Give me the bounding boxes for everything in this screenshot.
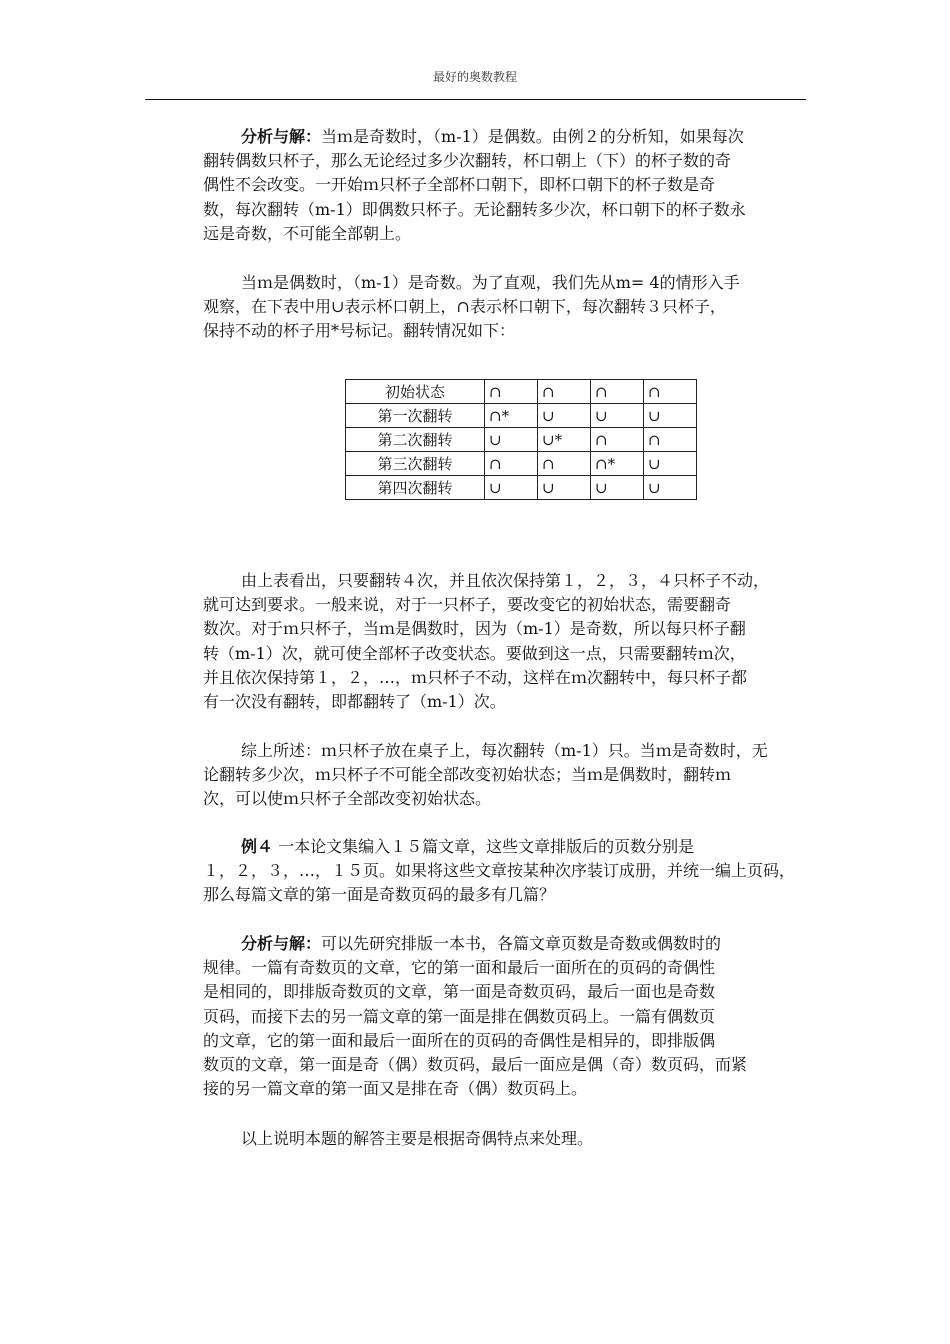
- row-label: 第三次翻转: [346, 452, 485, 476]
- text-line: 分析与解：当ｍ是奇数时，（m-1）是偶数。由例２的分析知，如果每次: [241, 127, 744, 146]
- table-cell: ∩: [538, 452, 591, 476]
- table-cell: ∪: [538, 404, 591, 428]
- table-row: [346, 476, 697, 500]
- table-cell: ∪: [644, 452, 697, 476]
- flip-table: [345, 379, 697, 500]
- text-line: 例４ 一本论文集编入１５篇文章，这些文章排版后的页数分别是: [241, 837, 695, 856]
- paragraph-even-case: [203, 271, 806, 344]
- example-label: 例４: [241, 837, 274, 856]
- table-cell: ∪: [485, 428, 538, 452]
- text-line: 的文章，它的第一面和最后一面所在的页码的奇偶性是相异的，即排版偶: [203, 1030, 716, 1050]
- text-line: 转（m-1）次，就可使全部杯子改变状态。要做到这一点，只需要翻转ｍ次，: [203, 643, 746, 663]
- table-cell: ∩*: [485, 404, 538, 428]
- page-header: 最好的奥数教程: [432, 70, 517, 84]
- row-label: 第二次翻转: [346, 428, 485, 452]
- table-cell: ∪: [591, 404, 644, 428]
- paragraph-analysis-2: [203, 932, 806, 1101]
- text-line: 远是奇数，不可能全部朝上。: [203, 223, 412, 243]
- table-cell: ∩: [485, 452, 538, 476]
- table-cell: ∪*: [538, 428, 591, 452]
- text-line: 数次。对于ｍ只杯子，当ｍ是偶数时，因为（m-1）是奇数，所以每只杯子翻: [203, 619, 746, 639]
- table-cell: ∪: [538, 476, 591, 500]
- text-line: 分析与解：可以先研究排版一本书，各篇文章页数是奇数或偶数时的: [241, 934, 722, 953]
- text-line: 偶性不会改变。一开始ｍ只杯子全部杯口朝下，即杯口朝下的杯子数是奇: [203, 175, 716, 195]
- text-line: 并且依次保持第１，２，…，ｍ只杯子不动，这样在ｍ次翻转中，每只杯子都: [203, 667, 748, 687]
- row-label: 第四次翻转: [346, 476, 485, 500]
- row-label: 初始状态: [346, 380, 485, 404]
- text-line: 综上所述：ｍ只杯子放在桌子上，每次翻转（m-1）只。当ｍ是奇数时，无: [241, 741, 768, 760]
- text-line: 观察，在下表中用∪表示杯口朝上，∩表示杯口朝下，每次翻转３只杯子，: [203, 297, 726, 317]
- table-cell: ∩: [644, 428, 697, 452]
- table-cell: ∩: [644, 380, 697, 404]
- text-line: 是相同的，即排版奇数页的文章，第一面是奇数页码，最后一面也是奇数: [203, 982, 716, 1002]
- text-line: 接的另一篇文章的第一面又是排在奇（偶）数页码上。: [203, 1079, 588, 1099]
- table-row: [346, 452, 697, 476]
- table-cell: ∪: [644, 404, 697, 428]
- text-line: 由上表看出，只要翻转４次，并且依次保持第１，２，３，４只杯子不动，: [241, 571, 770, 590]
- table-cell: ∩: [485, 380, 538, 404]
- table-cell: ∪: [485, 476, 538, 500]
- text-line: 那么每篇文章的第一面是奇数页码的最多有几篇？: [203, 885, 556, 905]
- table-row: [346, 380, 697, 404]
- text-line: 规律。一篇有奇数页的文章，它的第一面和最后一面所在的页码的奇偶性: [203, 958, 716, 978]
- table-cell: ∪: [644, 476, 697, 500]
- text-line: 次，可以使ｍ只杯子全部改变初始状态。: [203, 789, 492, 809]
- table-row: [346, 428, 697, 452]
- analysis-label: 分析与解：: [241, 934, 322, 953]
- table-cell: ∩*: [591, 452, 644, 476]
- text-line: 有一次没有翻转，即都翻转了（m-1）次。: [203, 692, 506, 712]
- text-line: 论翻转多少次，ｍ只杯子不可能全部改变初始状态；当ｍ是偶数时，翻转ｍ: [203, 765, 732, 785]
- header-rule: [145, 99, 806, 100]
- text-line: 就可达到要求。一般来说，对于一只杯子，要改变它的初始状态，需要翻奇: [203, 595, 732, 615]
- text-line: 以上说明本题的解答主要是根据奇偶特点来处理。: [241, 1129, 594, 1148]
- text-line: 当ｍ是偶数时，（m-1）是奇数。为了直观，我们先从m= 4的情形入手: [241, 273, 740, 292]
- paragraph-analysis-1: [203, 125, 806, 246]
- paragraph-table-conclusion: [203, 569, 806, 714]
- table-cell: ∪: [591, 476, 644, 500]
- text-line: １，２，３，…，１５页。如果将这些文章按某种次序装订成册，并统一编上页码，: [203, 861, 796, 881]
- paragraph-closing: [203, 1127, 806, 1151]
- paragraph-example-4: [203, 835, 806, 908]
- text-line: 数，每次翻转（m-1）即偶数只杯子。无论翻转多少次，杯口朝下的杯子数永: [203, 199, 746, 219]
- text-line: 数页的文章，第一面是奇（偶）数页码，最后一面应是偶（奇）数页码，而紧: [203, 1055, 748, 1075]
- row-label: 第一次翻转: [346, 404, 485, 428]
- text-line: 翻转偶数只杯子，那么无论经过多少次翻转，杯口朝上（下）的杯子数的奇: [203, 151, 732, 171]
- table-cell: ∩: [591, 380, 644, 404]
- paragraph-summary: [203, 739, 806, 812]
- table-row: [346, 404, 697, 428]
- analysis-label: 分析与解：: [241, 127, 322, 146]
- table-cell: ∩: [591, 428, 644, 452]
- text-line: 页码，而接下去的另一篇文章的第一面是排在偶数页码上。一篇有偶数页: [203, 1006, 716, 1026]
- text-line: 保持不动的杯子用*号标记。翻转情况如下：: [203, 321, 516, 341]
- table-cell: ∩: [538, 380, 591, 404]
